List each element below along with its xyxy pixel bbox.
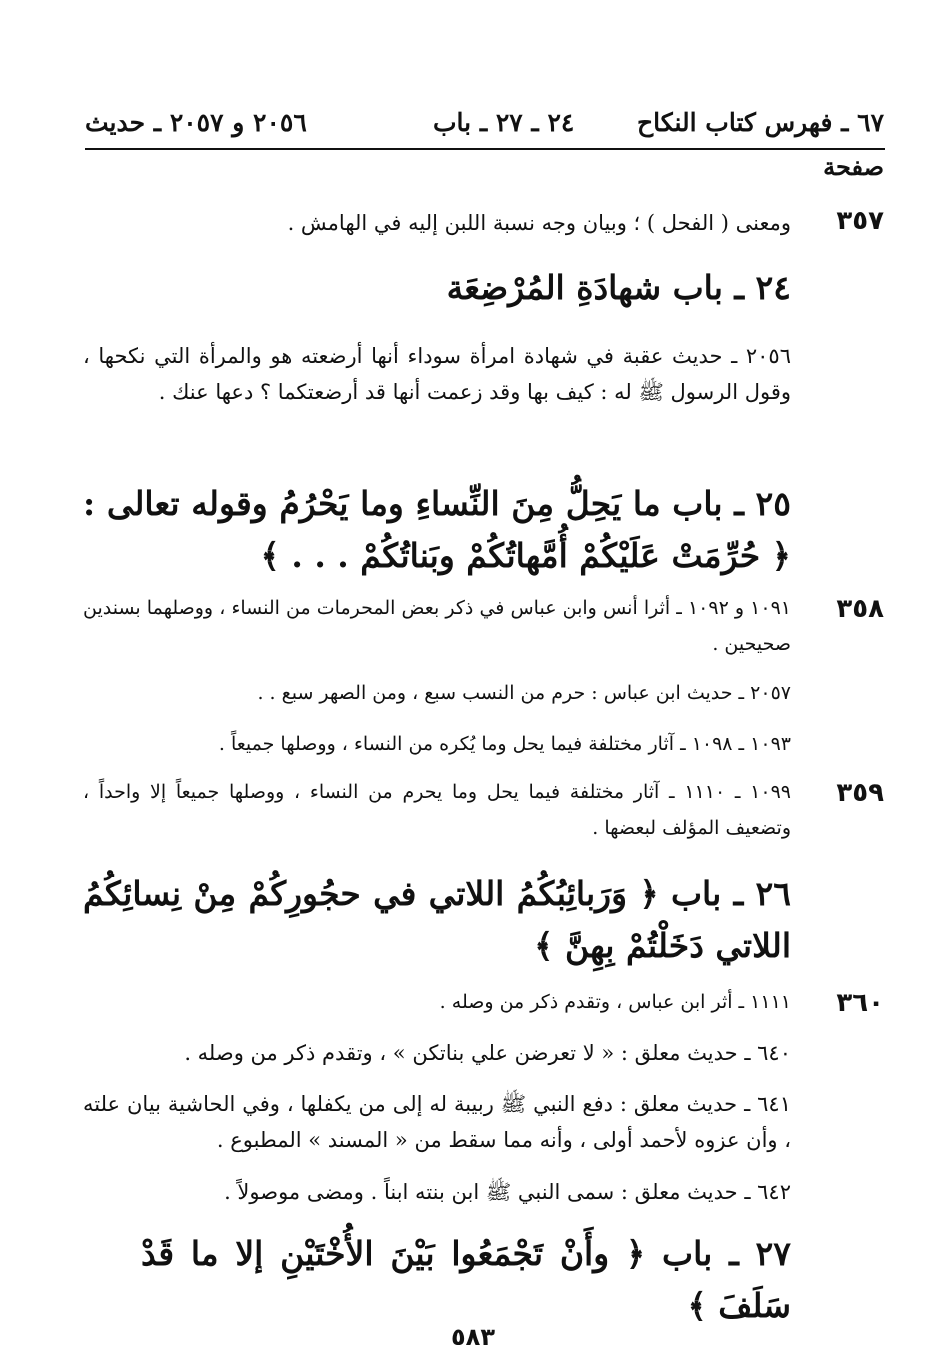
entry-page-number: ٣٦٠ [836,988,884,1018]
entry-page-number: ٣٥٧ [836,206,884,236]
chapter-heading-24: ٢٤ ـ باب شهادَةِ المُرْضِعَة [446,268,791,307]
running-header-chapter: ٦٧ ـ فهرس كتاب النكاح [636,108,884,137]
index-entry: ٢٠٥٦ ـ حديث عقبة في شهادة امرأة سوداء أنها أرضعته هو والمرأة التي نكحها ، وقول الرسول ﷺ له : كيف بها وقد زعمت أنها قد أرضعتكما ؟ دعها عنك . [83,344,791,404]
index-entry: ومعنى ( الفحل ) ؛ وبيان وجه نسبة اللبن إليه في الهامش . [287,211,791,235]
index-entry: ٦٤١ ـ حديث معلق : دفع النبي ﷺ ربيبة له إلى من يكفلها ، وفي الحاشية بيان علته ، وأن عزوه لأحمد أولى ، وأنه مما سقط من « المسند » المطبوع . [83,1092,791,1152]
index-entry: ٦٤٠ ـ حديث معلق : « لا تعرضن علي بناتكن » ، وتقدم ذكر من وصله . [184,1041,791,1065]
index-entry: ١٠٩٣ ـ ١٠٩٨ ـ آثار مختلفة فيما يحل وما يُكره من النساء ، ووصلها جميعاً . [218,733,791,755]
page-number: ٥٨٣ [451,1323,495,1351]
running-header-chapters-range: ٢٤ ـ ٢٧ ـ باب [433,108,575,137]
index-entry: ٦٤٢ ـ حديث معلق : سمى النبي ﷺ ابن بنته ابناً . ومضى موصولاً . [224,1180,791,1204]
chapter-heading-26: ٢٦ ـ باب ﴿ وَرَبائِبُكُمُ اللاتي في حجُورِكُمْ مِنْ نِسائِكُمُ اللاتي دَخَلْتُمْ بِهِنَّ ﴾ [83,874,791,965]
chapter-heading-25: ٢٥ ـ باب ما يَحِلُّ مِنَ النِّساءِ وما يَحْرُمُ وقوله تعالى : ﴿ حُرِّمَتْ عَلَيْكُمْ أُمَّهاتُكُمْ وبَناتُكُمْ . . . ﴾ [83,484,791,575]
page-column-label: صفحة [823,152,884,181]
index-entry: ١٠٩١ و ١٠٩٢ ـ أثرا أنس وابن عباس في ذكر بعض المحرمات من النساء ، ووصلهما بسندين صحيحين . [83,597,791,655]
entry-page-number: ٣٥٩ [836,778,884,808]
header-rule [85,148,885,150]
index-entry: ٢٠٥٧ ـ حديث ابن عباس : حرم من النسب سبع ، ومن الصهر سبع . . [257,682,791,704]
running-header-hadith-range: ٢٠٥٦ و ٢٠٥٧ ـ حديث [85,108,307,137]
entry-page-number: ٣٥٨ [836,594,884,624]
index-entry: ١١١١ ـ أثر ابن عباس ، وتقدم ذكر من وصله . [439,991,791,1013]
index-entry: ١٠٩٩ ـ ١١١٠ ـ آثار مختلفة فيما يحل وما يحرم من النساء ، ووصلها جميعاً إلا واحداً ، وتضعيف المؤلف لبعضها . [83,781,791,839]
chapter-heading-27: ٢٧ ـ باب ﴿ وأَنْ تَجْمَعُوا بَيْنَ الأُخْتَيْنِ إلا ما قَدْ سَلَفَ ﴾ [141,1234,791,1325]
